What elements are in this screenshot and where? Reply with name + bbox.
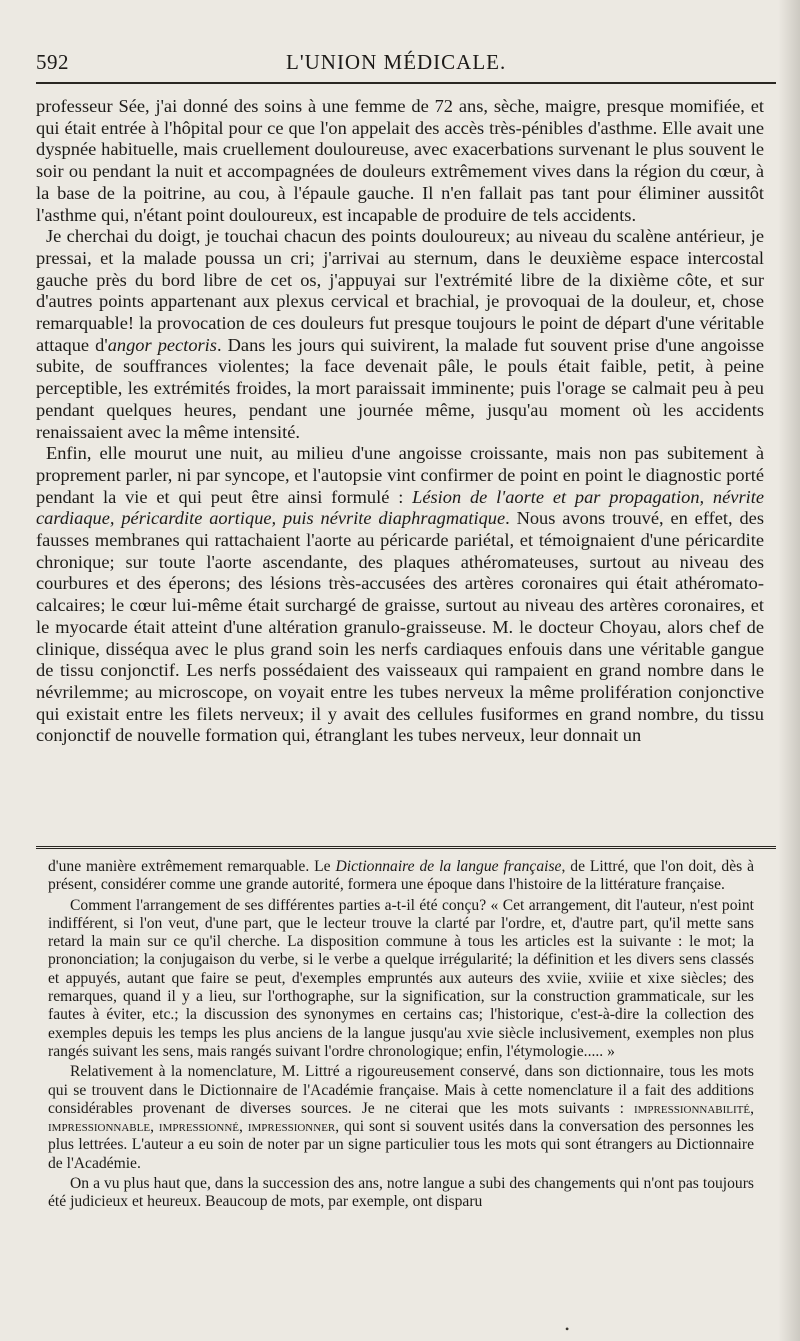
header-rule (36, 82, 776, 84)
article-text: . Nous avons trouvé, en effet, des fausses membranes qui rattachaient l'aorte au péricarde pariétal, et témoignaient d'une péricardite chronique; sur toute l'aorte ascendante, des plaques athéromateuses, surtout au niveau des courbures et des éperons; des lésions très-accusées des artères coronaires qui était athéromato-calcaires; le cœur lui-même était surchargé de graisse, surtout au niveau des artères coronaires, et le myocarde était atteint d'une altération granulo-graisseuse. M. le docteur Choyau, alors chef de clinique, disséqua avec le plus grand soin les nerfs cardiaques enfouis dans une véritable gangue de tissu conjonctif. Les nerfs possédaient des vaisseaux qui rampaient en grand nombre dans le névrilemme; au microscope, on voyait entre les tubes nerveux la même prolifération conjonctive qui existait entre les filets nerveux; il y avait des cellules fusiformes en grand nombre, du tissu conjonctif de nouvelle formation qui, étranglant les tubes nerveux, leur donnait un (36, 508, 764, 746)
feuilleton-text: , de Littré, que l'on doit, dès à présent, considérer comme une grande autorité, formera une époque dans l'histoire de la littérature française. (48, 858, 754, 894)
page-header (36, 50, 770, 80)
feuilleton-paragraph-2 (48, 897, 754, 1062)
article-italic: Lésion de l'aorte et par propagation, névrite cardiaque, péricardite aortique, puis névrite diaphragmatique (36, 486, 764, 529)
feuilleton-body (48, 858, 754, 1214)
feuilleton-separator (36, 846, 776, 849)
feuilleton-text: Comment l'arrangement de ses différentes parties a-t-il été conçu? « Cet arrangement, dit l'auteur, n'est point indifférent, si l'on veut, d'une part, que le lecteur trouve la clarté par l'ordre, et, d'autre part, qu'il mette sans retard la main sur ce qu'il cherche. La disposition commune à tous les articles est la suivante : le mot; la prononciation; la conjugaison du verbe, si le verbe a quelque irrégularité; la définition et les divers sens classés et appuyés, autant que faire se peut, d'exemples empruntés aux auteurs des xviie, xviiie et xixe siècles; des remarques, quand il y a lieu, sur l'orthographe, sur la signification, sur la construction grammaticale, sur les fautes à éviter, etc.; la discussion des synonymes en certains cas; l'historique, c'est-à-dire la collection des exemples depuis les temps les plus anciens de la langue jusqu'au xvie siècle inclusivement, exemples non plus rangés suivant les sens, mais rangés suivant l'ordre chronologique; enfin, l'étymologie..... » (48, 896, 754, 1060)
article-italic: angor pectoris (107, 334, 217, 355)
article-paragraph-2 (36, 226, 764, 443)
article-paragraph-1 (36, 96, 764, 226)
feuilleton-italic: Dictionnaire de la langue française (335, 858, 562, 875)
article-text: . Dans les jours qui suivirent, la malade fut souvent prise d'une angoisse subite, de souffrances violentes; la face devenait pâle, le pouls était faible, petit, à peine perceptible, les extrémités froides, la mort paraissait imminente; puis l'orage se calmait peu à peu pendant quelques heures, pendant une journée même, jusqu'au moment où les accidents renaissaient avec la même intensité. (36, 334, 764, 442)
page-edge-shadow (778, 0, 800, 1341)
feuilleton-text: Relativement à la nomenclature, M. Littré a rigoureusement conservé, dans son dictionnaire, tous les mots qui se trouvent dans le Dictionnaire de l'Académie française. Mais à cette nomenclature il a fait des additions considérables provenant de diverses sources. Je ne citerai que les mots suivants : (48, 1063, 754, 1117)
feuilleton-text: , qui sont si souvent usités dans la conversation des personnes les plus lettrées. L'auteur a eu soin de noter par un signe particulier tous les mots qui sont étrangers au Dictionnaire de l'Académie. (48, 1118, 754, 1172)
feuilleton-paragraph-3 (48, 1063, 754, 1173)
running-head: L'UNION MÉDICALE. (286, 50, 507, 74)
page-number: 592 (36, 50, 69, 74)
feuilleton-text: On a vu plus haut que, dans la succession des ans, notre langue a subi des changements qui n'ont pas toujours été judicieux et heureux. Beaucoup de mots, par exemple, ont disparu (48, 1175, 754, 1211)
article-paragraph-3 (36, 443, 764, 747)
article-text: Je cherchai du doigt, je touchai chacun des points douloureux; au niveau du scalène antérieur, je pressai, et la malade poussa un cri; j'arrivai au sternum, dans le deuxième espace intercostal gauche près du bord libre de cet os, j'appuyai sur l'extrémité libre de la dixième côte, et sur d'autres points appartenant aux plexus cervical et brachial, je provoquai de la douleur, et, chose remarquable! la provocation de ces douleurs fut presque toujours le point de départ d'une véritable attaque d' (36, 226, 764, 355)
feuilleton-paragraph-1 (48, 858, 754, 895)
ink-dot: • (565, 1322, 570, 1336)
feuilleton-smallcaps: impressionnabilité, impressionnable, impressionné, impressionner (48, 1099, 754, 1136)
article-body (36, 96, 764, 747)
feuilleton-text: d'une manière extrêmement remarquable. Le (48, 858, 336, 875)
article-text: professeur Sée, j'ai donné des soins à une femme de 72 ans, sèche, maigre, presque momifiée, et qui était entrée à l'hôpital pour ce que l'on appelait des accès très-pénibles d'asthme. Elle avait une dyspnée habituelle, mais cruellement douloureuse, avec exacerbations survenant le plus souvent le soir ou pendant la nuit et accompagnées de douleurs extrêmement vives dans la région du cœur, à la base de la poitrine, au cou, à l'épaule gauche. Il n'en fallait pas tant pour éliminer aussitôt l'asthme qui, n'étant point douloureux, est incapable de produire de tels accidents. (36, 96, 764, 225)
feuilleton-paragraph-4 (48, 1175, 754, 1212)
article-text: Enfin, elle mourut une nuit, au milieu d'une angoisse croissante, mais non pas subitement à proprement parler, ni par syncope, et l'autopsie vint confirmer de point en point le diagnostic porté pendant la vie et qui peut être ainsi formulé : (36, 443, 764, 507)
